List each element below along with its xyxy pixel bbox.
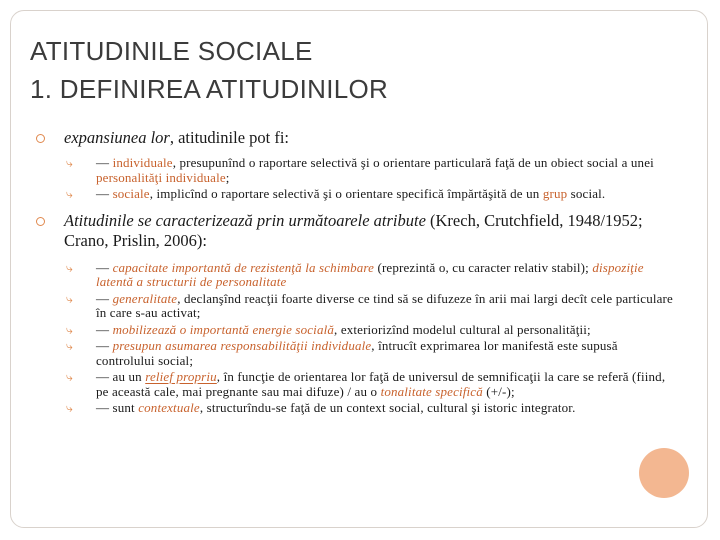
curled-arrow-bullet-icon: ⤷ bbox=[66, 370, 73, 384]
sub-text-end: (+/-); bbox=[482, 383, 515, 399]
bullet-expansion bbox=[36, 128, 676, 148]
sub-text-term: capacitate importantă de rezistenţă la schimbare bbox=[112, 259, 375, 275]
sub-text-body: , în funcţie de orientarea lor faţă de universul de semnificaţii la care se referă (fiind, pe această cale, mai pregnante sau mai difuze) / au o bbox=[96, 369, 666, 399]
sub-text-prefix: — bbox=[96, 290, 113, 306]
curled-arrow-bullet-icon: ⤷ bbox=[66, 401, 73, 415]
sub-text-prefix: — bbox=[96, 338, 113, 353]
sub-text-prefix: — bbox=[96, 321, 113, 337]
decorative-circle bbox=[639, 448, 689, 498]
sub-bullet-individuale bbox=[36, 156, 676, 185]
curled-arrow-bullet-icon: ⤷ bbox=[66, 322, 73, 337]
sub-text-term: relief propriu bbox=[145, 369, 217, 384]
sub-text-term: presupun asumarea responsabilităţii individuale bbox=[112, 338, 372, 353]
sub-text-term: mobilizează o importantă energie socială bbox=[112, 321, 335, 337]
sub-text-term-2: tonalitate specifică bbox=[380, 383, 483, 399]
sub-text-body: , declanşînd reacţii foarte diverse ce tind să se difuzeze în arii mai largi decît cele particulare în care s-au activat; bbox=[96, 290, 673, 320]
sub-text-term-2: dispoziţie latentă a structurii de personalitate bbox=[96, 259, 644, 289]
curled-arrow-bullet-icon: ⤷ bbox=[66, 187, 73, 201]
sub-text-prefix: — au un bbox=[96, 369, 146, 384]
sub-text-term: sociale bbox=[112, 186, 150, 201]
hollow-circle-bullet-icon bbox=[36, 217, 45, 226]
sub-text-body: , implicînd o raportare selectivă şi o orientare specifică împărtăşită de un bbox=[149, 186, 543, 201]
bullet-expansion-rest: , atitudinile pot fi: bbox=[169, 128, 290, 147]
sub-bullet-energie bbox=[36, 323, 676, 338]
sub-text-term: contextuale bbox=[138, 400, 200, 415]
sub-text-term-2: personalităţi individuale bbox=[96, 169, 226, 185]
curled-arrow-bullet-icon: ⤷ bbox=[66, 156, 73, 170]
sub-bullet-relief bbox=[36, 370, 676, 399]
sub-bullet-sociale bbox=[36, 187, 676, 202]
sub-text-body: (reprezintă o, cu caracter relativ stabil); bbox=[374, 259, 593, 275]
sub-text-prefix: — bbox=[96, 155, 113, 170]
sub-text-prefix: — bbox=[96, 186, 113, 201]
sub-bullet-responsabilitate bbox=[36, 339, 676, 368]
slide-title-line-1: ATITUDINILE SOCIALE bbox=[30, 36, 313, 66]
sub-text-prefix: — sunt bbox=[96, 400, 139, 415]
sub-text-body: , exteriorizînd modelul cultural al personalităţii; bbox=[334, 321, 591, 337]
bullet-attributes-lead: Atitudinile se caracterizează prin următoarele atribute bbox=[64, 210, 426, 230]
sub-text-prefix: — bbox=[96, 259, 113, 275]
sub-text-end: social. bbox=[567, 186, 606, 201]
sub-text-end: ; bbox=[225, 169, 230, 185]
sub-text-term: individuale bbox=[112, 155, 173, 170]
hollow-circle-bullet-icon bbox=[36, 134, 45, 143]
sub-text-body: , structurîndu-se faţă de un context social, cultural şi istoric integrator. bbox=[199, 400, 576, 415]
bullet-attributes-rest: (Krech, Crutchfield, 1948/1952; Crano, Prislin, 2006): bbox=[64, 210, 643, 250]
sub-text-body: , presupunînd o raportare selectivă şi o orientare particulară faţă de un obiect social a unei bbox=[172, 155, 654, 170]
slide-title-line-2: 1. DEFINIREA ATITUDINILOR bbox=[30, 74, 389, 104]
sub-bullet-contextuale bbox=[36, 401, 676, 416]
sub-text-body: , întrucît exprimarea lor manifestă este supusă controlului social; bbox=[96, 338, 618, 368]
curled-arrow-bullet-icon: ⤷ bbox=[66, 339, 73, 353]
sub-bullet-generalitate bbox=[36, 292, 676, 321]
sub-bullet-rezistenta bbox=[36, 261, 676, 290]
curled-arrow-bullet-icon: ⤷ bbox=[66, 260, 73, 275]
bullet-attributes bbox=[36, 211, 676, 251]
curled-arrow-bullet-icon: ⤷ bbox=[66, 291, 73, 306]
sub-text-term: generalitate bbox=[112, 290, 178, 306]
sub-text-term-2: grup bbox=[542, 186, 568, 201]
bullet-expansion-lead: expansiunea lor bbox=[64, 128, 170, 147]
slide-content bbox=[36, 128, 676, 416]
